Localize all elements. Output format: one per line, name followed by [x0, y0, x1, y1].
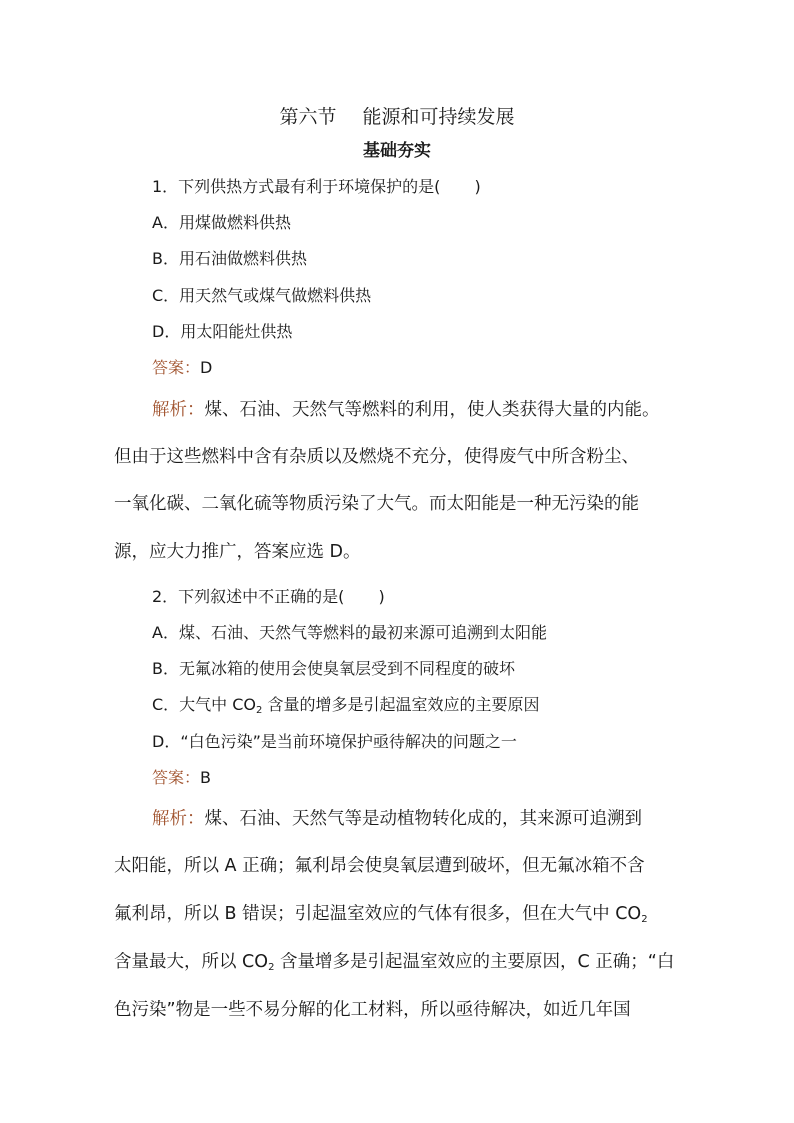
section-subtitle: 基础夯实	[363, 141, 431, 161]
section-number: 第六节	[279, 106, 337, 128]
question-1-option-c: C．用天然气或煤气做燃料供热	[152, 286, 372, 305]
question-1-option-a: A．用煤做燃料供热	[152, 213, 291, 232]
explanation-label: 解析：	[152, 400, 205, 420]
question-1-option-d: D．用太阳能灶供热	[152, 322, 293, 341]
question-2-explanation-line: 氟利昂，所以 B 错误；引起温室效应的气体有很多，但在大气中 $CO_2$	[114, 904, 648, 925]
question-2-option-a: A．煤、石油、天然气等燃料的最初来源可追溯到太阳能	[152, 623, 547, 642]
question-1-explanation-line: 解析：煤、石油、天然气等燃料的利用，使人类获得大量的内能。	[152, 400, 660, 420]
question-2-explanation-line: 含量最大，所以 $CO_2$ 含量增多是引起温室效应的主要原因，C 正确；“白	[114, 952, 675, 973]
question-2-option-b: B．无氟冰箱的使用会使臭氧层受到不同程度的破坏	[152, 659, 515, 678]
question-1-answer: 答案：D	[152, 358, 213, 377]
question-1-explanation-line: 但由于这些燃料中含有杂质以及燃烧不充分，使得废气中所含粉尘、	[114, 447, 639, 467]
explanation-label: 解析：	[152, 809, 205, 829]
answer-label: 答案：	[152, 358, 201, 377]
question-1-option-b: B．用石油做燃料供热	[152, 249, 307, 268]
question-2-explanation-line: 色污染”物是一些不易分解的化工材料，所以亟待解决，如近几年国	[114, 1000, 631, 1020]
answer-label: 答案：	[152, 768, 201, 787]
question-2-answer: 答案：B	[152, 768, 211, 787]
question-2-explanation-line: 太阳能，所以 A 正确；氟利昂会使臭氧层遭到破坏，但无氟冰箱不含	[114, 856, 645, 876]
question-1-stem: 1．下列供热方式最有利于环境保护的是( )	[152, 177, 481, 196]
question-2-option-c: C．大气中 $CO_2$ 含量的增多是引起温室效应的主要原因	[152, 695, 540, 716]
question-1-explanation-line: 一氧化碳、二氧化硫等物质污染了大气。而太阳能是一种无污染的能	[114, 494, 639, 514]
section-name: 能源和可持续发展	[362, 106, 515, 128]
page-title	[0, 102, 794, 132]
question-2-explanation-line: 解析：煤、石油、天然气等是动植物转化成的，其来源可追溯到	[152, 809, 642, 829]
question-2-option-d: D．“白色污染”是当前环境保护亟待解决的问题之一	[152, 732, 517, 751]
question-1-explanation-line: 源，应大力推广，答案应选 D。	[114, 542, 361, 562]
question-2-stem: 2．下列叙述中不正确的是( )	[152, 587, 385, 606]
